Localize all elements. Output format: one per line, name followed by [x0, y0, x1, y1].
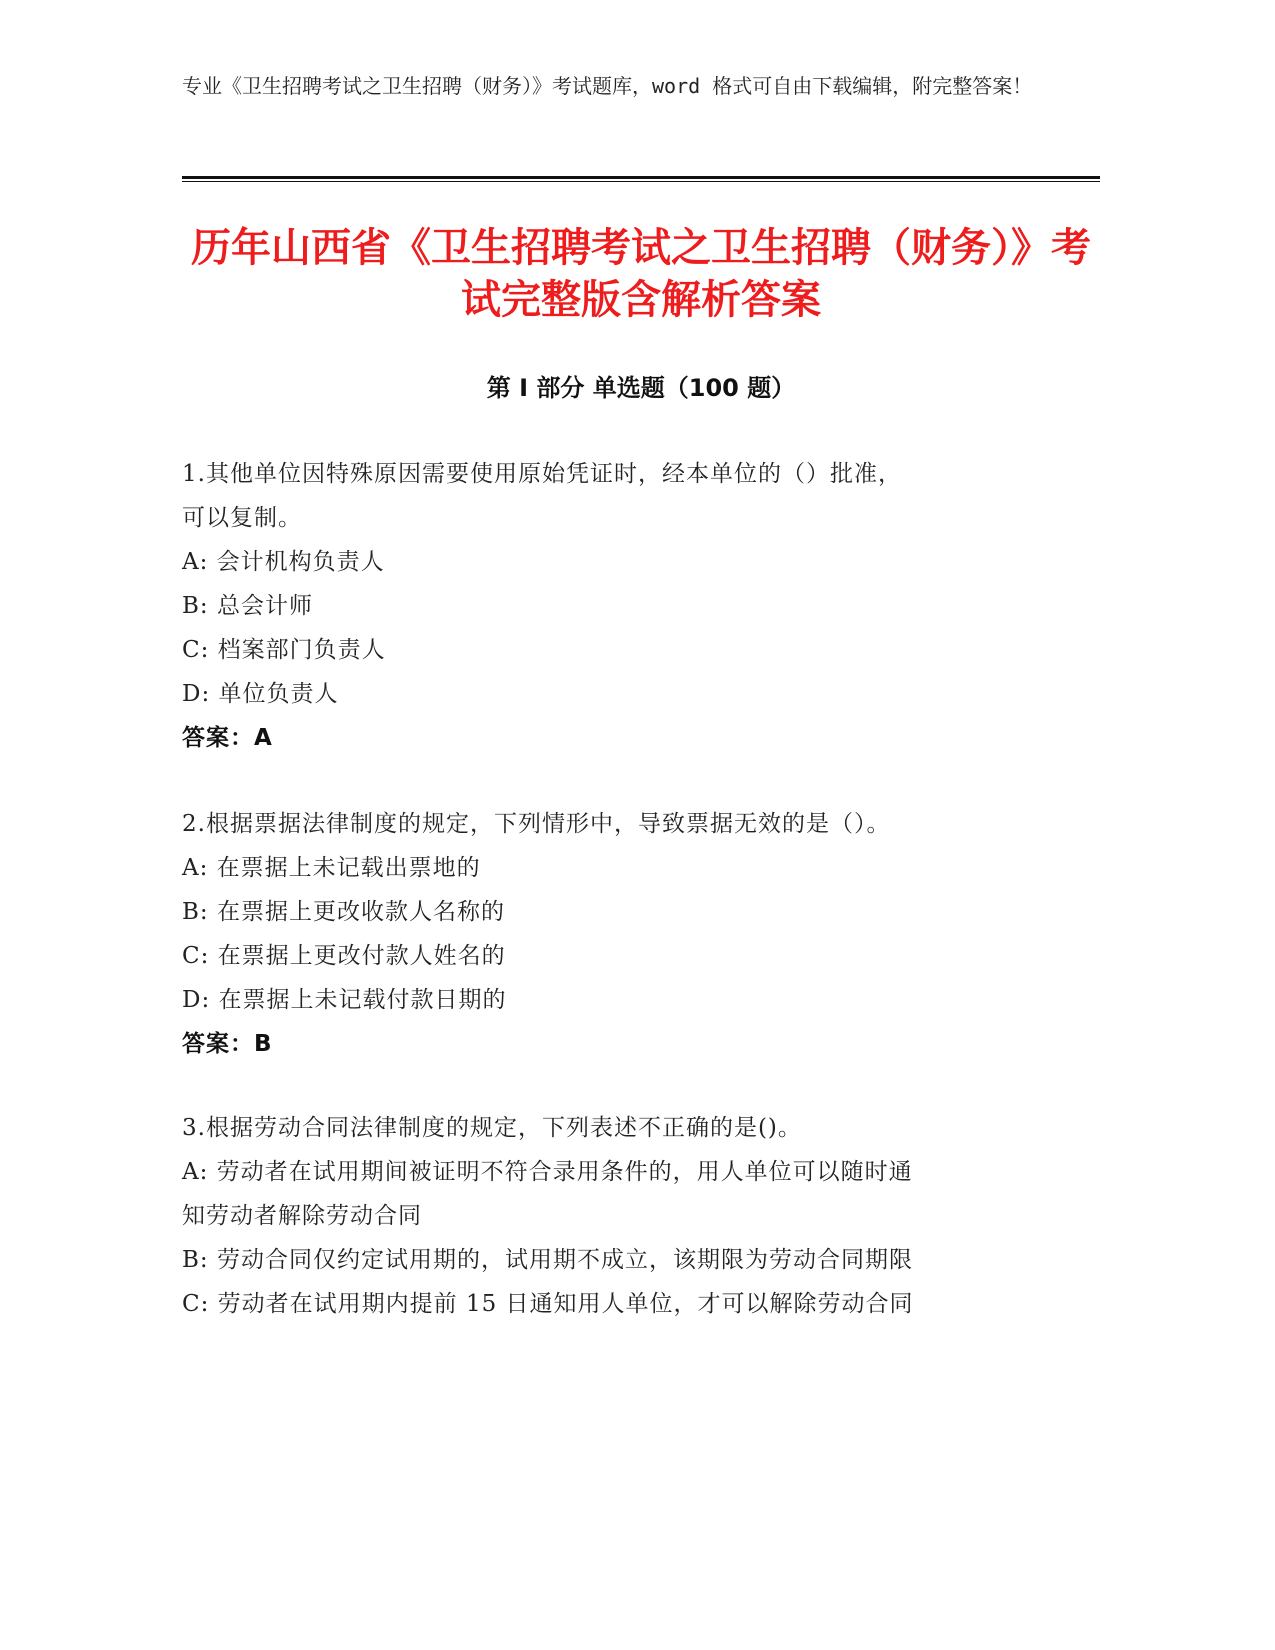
section-title: 第 I 部分 单选题（100 题）	[486, 374, 796, 402]
question-2-option-d: D: 在票据上未记载付款日期的	[182, 987, 507, 1013]
header-rule	[182, 176, 1100, 179]
question-3-option-a: A: 劳动者在试用期间被证明不符合录用条件的，用人单位可以随时通	[182, 1159, 913, 1185]
question-3-option-b: B: 劳动合同仅约定试用期的，试用期不成立，该期限为劳动合同期限	[182, 1247, 913, 1273]
question-1-option-c: C: 档案部门负责人	[182, 637, 386, 663]
question-1	[182, 452, 1062, 760]
question-1-stem-line: 可以复制。	[182, 505, 302, 531]
question-1-answer: 答案：A	[182, 725, 273, 751]
question-2	[182, 802, 1062, 1066]
question-3-option-c: C: 劳动者在试用期内提前 15 日通知用人单位，才可以解除劳动合同	[182, 1291, 914, 1317]
question-3-stem-line: 3.根据劳动合同法律制度的规定，下列表述不正确的是()。	[182, 1115, 802, 1141]
document-title: 历年山西省《卫生招聘考试之卫生招聘（财务）》考试完整版含解析答案	[191, 225, 1091, 323]
question-2-option-a: A: 在票据上未记载出票地的	[182, 855, 481, 881]
question-1-option-b: B: 总会计师	[182, 593, 313, 619]
header-rule-thin	[182, 181, 1100, 182]
question-1-stem-line: 1.其他单位因特殊原因需要使用原始凭证时，经本单位的（）批准，	[182, 461, 902, 487]
header-note: 专业《卫生招聘考试之卫生招聘（财务）》考试题库，word 格式可自由下载编辑，附完整答案！	[182, 74, 1033, 98]
question-2-option-c: C: 在票据上更改付款人姓名的	[182, 943, 506, 969]
question-3	[182, 1106, 1062, 1326]
question-3-option-a-cont: 知劳动者解除劳动合同	[182, 1203, 422, 1229]
question-2-answer: 答案：B	[182, 1031, 273, 1057]
question-2-stem-line: 2.根据票据法律制度的规定，下列情形中，导致票据无效的是（）。	[182, 811, 891, 837]
question-1-option-a: A: 会计机构负责人	[182, 549, 385, 575]
question-2-option-b: B: 在票据上更改收款人名称的	[182, 899, 505, 925]
question-1-option-d: D: 单位负责人	[182, 681, 339, 707]
